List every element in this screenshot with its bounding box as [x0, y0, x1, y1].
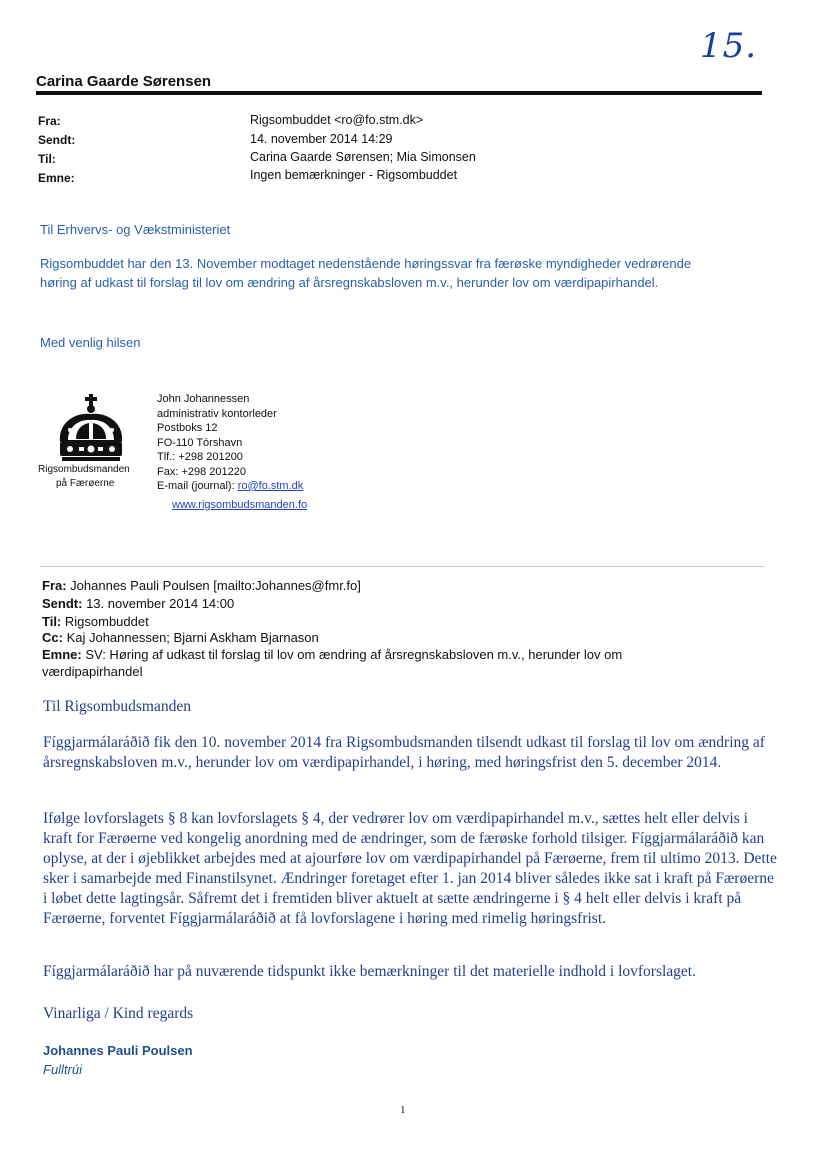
fw-subject-label: Emne:: [42, 647, 82, 662]
fw-signature-title: Fulltrúi: [43, 1062, 83, 1077]
fw-sent-line: [42, 596, 234, 611]
from-value: Rigsombuddet <ro@fo.stm.dk>: [250, 113, 424, 127]
header-rule: [36, 91, 762, 95]
fw-to-line: [42, 614, 149, 629]
fw-cc-label: Cc:: [42, 630, 63, 645]
email-label: E-mail (journal):: [157, 480, 238, 492]
fw-to-value: Rigsombuddet: [61, 614, 149, 629]
signature-block: [36, 392, 356, 514]
crown-caption-line2: på Færøerne: [56, 478, 115, 489]
subject-label: Emne:: [38, 171, 75, 185]
fw-subject-line: [42, 647, 622, 662]
address-line1: Postboks 12: [157, 422, 218, 434]
fw-cc-line: [42, 630, 319, 645]
fw-from-label: Fra:: [42, 578, 67, 593]
fw-from-value: Johannes Pauli Poulsen [mailto:Johannes@fmr.fo]: [66, 578, 361, 593]
fw-signature-name: Johannes Pauli Poulsen: [43, 1043, 193, 1058]
email-line: [157, 479, 303, 493]
sent-label: Sendt:: [38, 133, 76, 147]
message-body-line1: Rigsombuddet har den 13. November modtaget nedenstående høringssvar fra færøske myndigheder vedrørende: [40, 256, 692, 271]
subject-value: Ingen bemærkninger - Rigsombuddet: [250, 168, 458, 182]
fw-subject-line2: værdipapirhandel: [42, 664, 143, 679]
message-body-line2: høring af udkast til forslag til lov om ændring af årsregnskabsloven m.v., herunder lov om værdipapirhandel.: [40, 275, 659, 290]
to-label: Til:: [38, 152, 56, 166]
from-label: Fra:: [38, 114, 61, 128]
fax: Fax: +298 201220: [157, 466, 246, 478]
fw-paragraph-2: Ifølge lovforslagets § 8 kan lovforslagets § 4, der vedrører lov om værdipapirhandel m.v., sættes helt eller delvis i kraft for Færøerne ved kongelig anordning med de ændringer, som de færøske forhold tilsiger. Fíggjarmálaráðið kan oplyse, at der i øjeblikket arbejdes med at ajourføre lov om værdipapirhandel på Færøerne, frem til ultimo 2013. Dette sker i samarbejde med Finanstilsynet. Ændringer foretaget efter 1. jan 2014 bliver således ikke sat i kraft på Færøerne i løbet dette lagtingsår. Såfremt det i fremtiden bliver aktuelt at sætte ændringerne i § 4 helt eller delvis i kraft på Færøerne, forventet Fíggjarmálaráðið at få lovforslagene i høring med rimelig høringsfrist.: [43, 810, 777, 927]
signer-name: John Johannessen: [157, 393, 250, 405]
fw-greeting: Til Rigsombudsmanden: [43, 698, 191, 715]
fw-cc-value: Kaj Johannessen; Bjarni Askham Bjarnason: [62, 630, 319, 645]
signer-title: administrativ kontorleder: [157, 408, 277, 420]
fw-sent-value: 13. november 2014 14:00: [82, 596, 235, 611]
email-link[interactable]: ro@fo.stm.dk: [237, 480, 304, 492]
document-owner-name: Carina Gaarde Sørensen: [36, 73, 212, 90]
sent-value: 14. november 2014 14:29: [250, 132, 393, 146]
address-line2: FO-110 Tórshavn: [157, 437, 243, 449]
fw-from-line: [42, 578, 361, 593]
crown-logo-icon: [46, 392, 136, 464]
message-closing: Med venlig hilsen: [40, 335, 141, 350]
to-value: Carina Gaarde Sørensen; Mia Simonsen: [250, 150, 476, 164]
fw-to-label: Til:: [42, 614, 62, 629]
phone: Tlf.: +298 201200: [157, 451, 243, 463]
fw-regards: Vinarliga / Kind regards: [43, 1005, 194, 1022]
crown-caption-line1: Rigsombudsmanden: [38, 464, 130, 475]
footer-page-number: 1: [400, 1104, 406, 1116]
handwritten-page-number: 15.: [700, 26, 758, 66]
forward-separator: [40, 566, 764, 567]
message-greeting: Til Erhvervs- og Vækstministeriet: [40, 222, 231, 237]
fw-paragraph-1: Fíggjarmálaráðið fik den 10. november 2014 fra Rigsombudsmanden tilsendt udkast til forslag til lov om ændring af årsregnskabsloven m.v., herunder lov om værdipapirhandel, i høring, med høringsfrist den 5. december 2014.: [43, 734, 765, 771]
website-link[interactable]: www.rigsombudsmanden.fo: [172, 499, 308, 511]
fw-paragraph-3: Fíggjarmálaráðið har på nuværende tidspunkt ikke bemærkninger til det materielle indhold i lovforslaget.: [43, 963, 696, 980]
fw-subject-value: SV: Høring af udkast til forslag til lov om ændring af årsregnskabsloven m.v., herunder lov om: [81, 647, 623, 662]
fw-sent-label: Sendt:: [42, 596, 83, 611]
